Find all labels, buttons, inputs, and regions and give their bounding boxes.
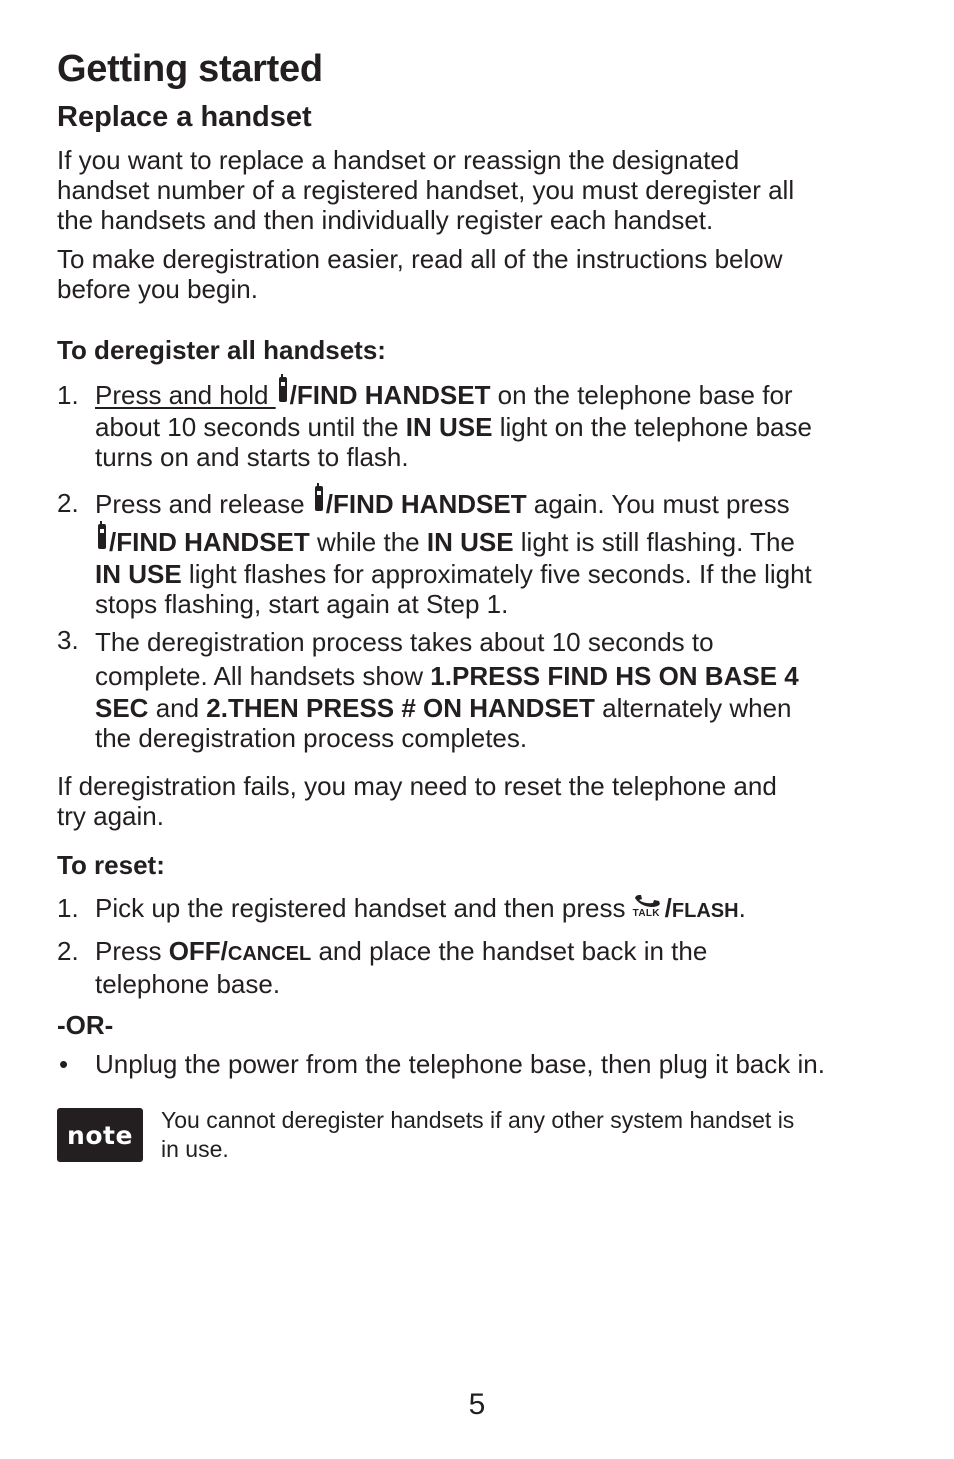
deregister-fail-paragraph: If deregistration fails, you may need to reset the telephone and try again. xyxy=(57,771,777,831)
intro-paragraph-2: To make deregistration easier, read all of the instructions below before you begin. xyxy=(57,244,783,304)
intro-paragraph-1: If you want to replace a handset or reassign the designated handset number of a registered handset, you must deregister all the handsets and then individually register each handset. xyxy=(57,145,795,235)
or-separator: -OR- xyxy=(57,1010,114,1040)
handset-icon xyxy=(312,483,326,521)
handset-icon xyxy=(95,521,109,559)
note-badge: note xyxy=(57,1108,143,1162)
deregister-heading: To deregister all handsets: xyxy=(57,335,386,365)
page-title: Getting started xyxy=(57,48,323,90)
reset-heading: To reset: xyxy=(57,850,165,880)
handset-icon xyxy=(276,374,290,412)
note-text: You cannot deregister handsets if any other system handset is in use. xyxy=(161,1107,795,1162)
talk-phone-icon: TALK xyxy=(633,894,665,920)
section-title: Replace a handset xyxy=(57,101,312,133)
page-number: 5 xyxy=(468,1388,486,1421)
